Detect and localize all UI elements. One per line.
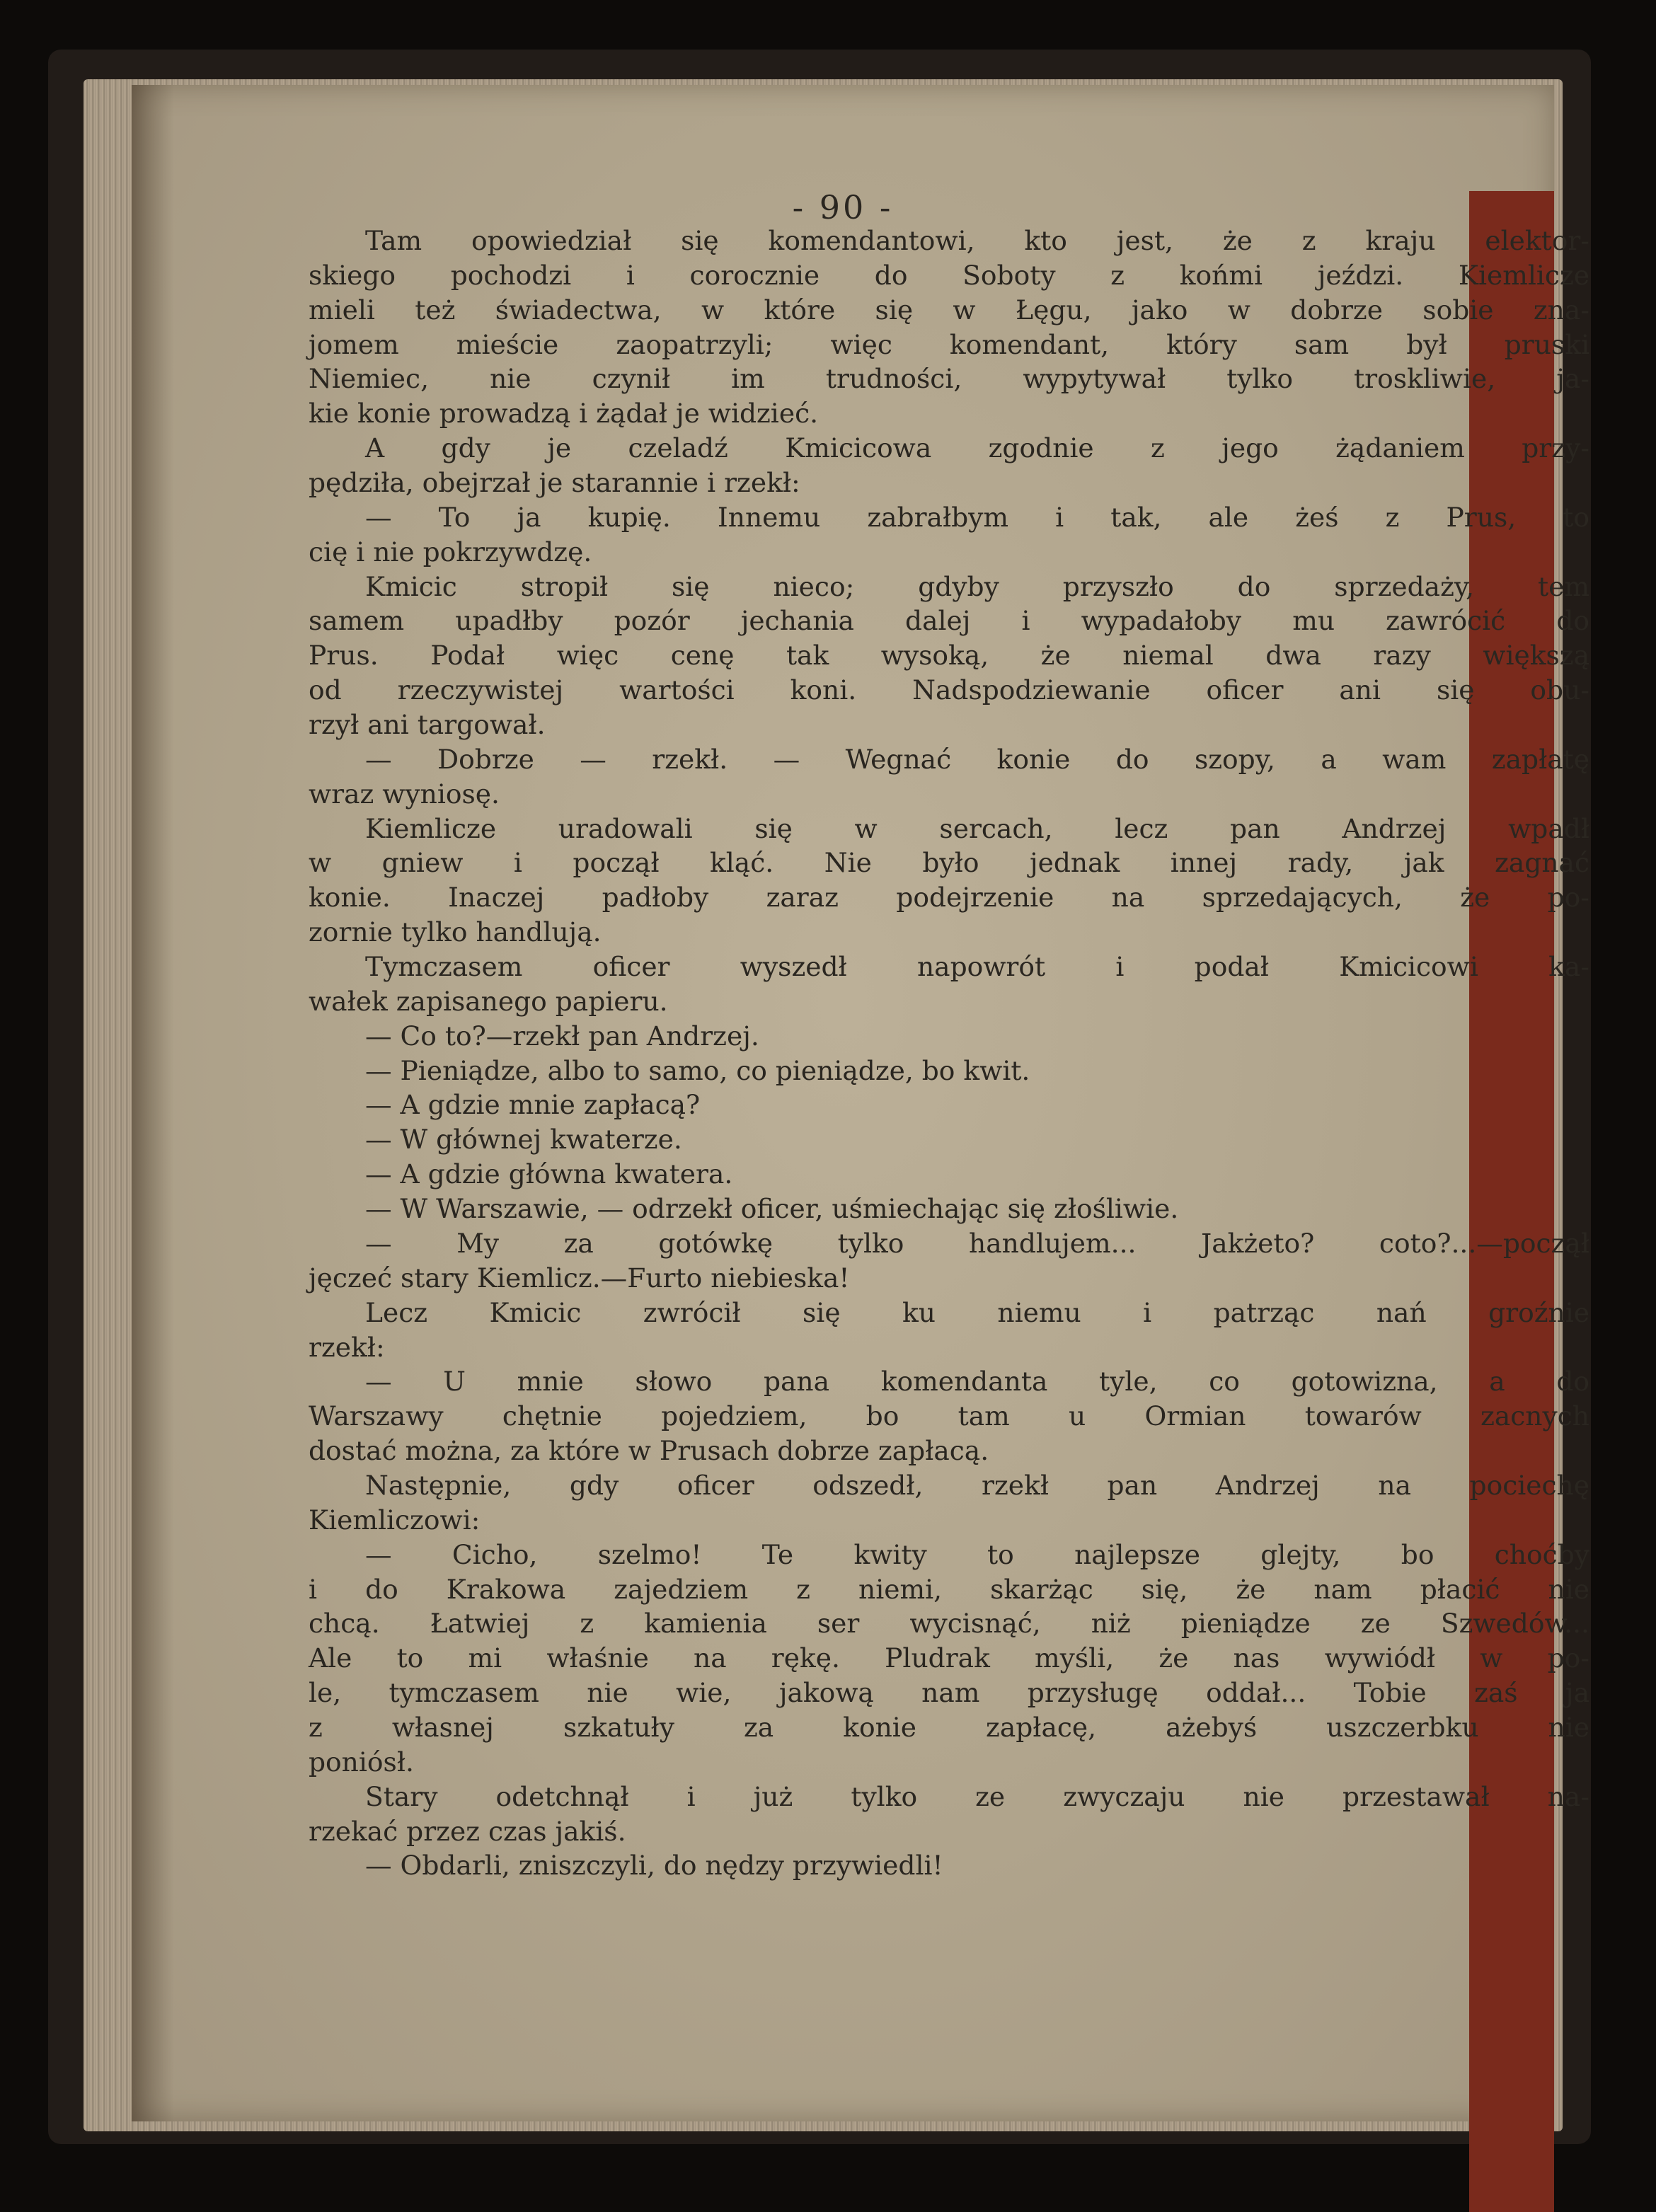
paragraph: [309, 1848, 1589, 1883]
text-line: — Co to?—rzekł pan Andrzej.: [365, 1020, 759, 1052]
text-line: — W głównej kwaterze.: [365, 1124, 682, 1156]
text-line: Tymczasem oficer wyszedł napowrót i podał Kmicicowi ka-: [365, 951, 1589, 983]
paragraph: [309, 1780, 1589, 1849]
text-line: le, tymczasem nie wie, jakową nam przysługę oddał... Tobie zaś ja: [309, 1677, 1589, 1709]
text-line: pędziła, obejrzał je starannie i rzekł:: [309, 467, 800, 499]
paragraph: [309, 812, 1589, 950]
text-line: — W Warszawie, — odrzekł oficer, uśmiechając się złośliwie.: [365, 1193, 1179, 1225]
text-line: Tam opowiedział się komendantowi, kto jest, że z kraju elektor-: [365, 225, 1589, 256]
text-line: i do Krakowa zajedziem z niemi, skarżąc się, że nam płacić nie: [309, 1573, 1589, 1605]
text-line: A gdy je czeladź Kmicicowa zgodnie z jego żądaniem przy-: [365, 432, 1589, 464]
text-line: Stary odetchnął i już tylko ze zwyczaju nie przestawał na-: [365, 1780, 1589, 1812]
paragraph: [309, 1054, 1589, 1088]
text-line: — Dobrze — rzekł. — Wegnać konie do szopy, a wam zapłatę: [365, 743, 1589, 775]
text-line: cię i nie pokrzywdzę.: [309, 536, 592, 568]
paragraph: [309, 1538, 1589, 1780]
text-line: Prus. Podał więc cenę tak wysoką, że niemal dwa razy większą: [309, 640, 1589, 672]
paragraph: [309, 742, 1589, 812]
gutter-shadow: [132, 85, 174, 2121]
text-line: dostać można, za które w Prusach dobrze zapłacą.: [309, 1435, 989, 1467]
paragraph: [309, 1157, 1589, 1192]
text-line: — A gdzie główna kwatera.: [365, 1158, 733, 1190]
paragraph: [309, 1122, 1589, 1157]
page-number: - 90 -: [792, 188, 894, 226]
text-line: skiego pochodzi i corocznie do Soboty z końmi jeździ. Kiemlicze: [309, 259, 1589, 291]
text-line: Warszawy chętnie pojedziem, bo tam u Ormian towarów zacnych: [309, 1400, 1589, 1432]
paragraph: [309, 500, 1589, 570]
text-line: chcą. Łatwiej z kamienia ser wycisnąć, niż pieniądze ze Szwedów...: [309, 1608, 1589, 1640]
paragraph: [309, 570, 1589, 742]
text-line: — To ja kupię. Innemu zabrałbym i tak, ale żeś z Prus, to: [365, 501, 1589, 533]
text-line: rzekać przez czas jakiś.: [309, 1815, 626, 1847]
text-line: Ale to mi właśnie na rękę. Pludrak myśli, że nas wywiódł w po-: [309, 1642, 1589, 1674]
text-line: Kiemlicze uradowali się w sercach, lecz pan Andrzej wpadł: [365, 812, 1589, 844]
text-line: konie. Inaczej padłoby zaraz podejrzenie na sprzedających, że po-: [309, 882, 1589, 914]
text-line: — Pieniądze, albo to samo, co pieniądze, bo kwit.: [365, 1054, 1030, 1086]
paragraph: [309, 950, 1589, 1019]
text-line: Lecz Kmicic zwrócił się ku niemu i patrząc nań groźnie: [365, 1296, 1589, 1328]
paragraph: [309, 1468, 1589, 1538]
paragraph: [309, 224, 1589, 431]
text-line: — My za gotówkę tylko handlujem... Jakżeto? coto?...—począł: [365, 1227, 1589, 1259]
text-line: z własnej szkatuły za konie zapłacę, ażebyś uszczerbku nie: [309, 1711, 1589, 1743]
text-line: jomem mieście zaopatrzyli; więc komendant, który sam był pruski: [309, 328, 1589, 360]
text-line: — U mnie słowo pana komendanta tyle, co gotowizna, a do: [365, 1366, 1589, 1398]
text-line: rzył ani targował.: [309, 709, 546, 741]
text-line: Kmicic stropił się nieco; gdyby przyszło do sprzedaży, tem: [365, 570, 1589, 602]
text-line: jęczeć stary Kiemlicz.—Furto niebieska!: [309, 1262, 850, 1294]
paragraph: [309, 1019, 1589, 1054]
text-line: poniósł.: [309, 1746, 414, 1778]
paragraph: [309, 1192, 1589, 1226]
text-line: Następnie, gdy oficer odszedł, rzekł pan Andrzej na pociechę: [365, 1469, 1589, 1501]
paragraph: [309, 1364, 1589, 1468]
text-line: — Obdarli, zniszczyli, do nędzy przywiedli!: [365, 1850, 943, 1882]
paragraph: [309, 1088, 1589, 1122]
text-line: — Cicho, szelmo! Te kwity to najlepsze glejty, bo choćby: [365, 1538, 1589, 1570]
page-body-text: [309, 224, 1589, 2063]
text-line: samem upadłby pozór jechania dalej i wypadałoby mu zawrócić do: [309, 605, 1589, 637]
paragraph: [309, 1296, 1589, 1365]
paragraph: [309, 1226, 1589, 1296]
text-line: Kiemliczowi:: [309, 1504, 481, 1536]
text-line: zornie tylko handlują.: [309, 916, 602, 948]
text-line: wałek zapisanego papieru.: [309, 985, 668, 1017]
paragraph: [309, 431, 1589, 500]
text-line: w gniew i począł kląć. Nie było jednak innej rady, jak zagnać: [309, 847, 1589, 879]
text-line: — A gdzie mnie zapłacą?: [365, 1089, 701, 1121]
text-line: Niemiec, nie czynił im trudności, wypytywał tylko troskliwie, ja-: [309, 363, 1589, 395]
text-line: od rzeczywistej wartości koni. Nadspodziewanie oficer ani się obu-: [309, 674, 1589, 706]
text-line: rzekł:: [309, 1331, 385, 1363]
text-line: kie konie prowadzą i żądał je widzieć.: [309, 398, 819, 430]
text-line: wraz wyniosę.: [309, 778, 500, 810]
page-paper: [132, 85, 1589, 2121]
text-line: mieli też świadectwa, w które się w Łęgu, jako w dobrze sobie zna-: [309, 294, 1589, 326]
